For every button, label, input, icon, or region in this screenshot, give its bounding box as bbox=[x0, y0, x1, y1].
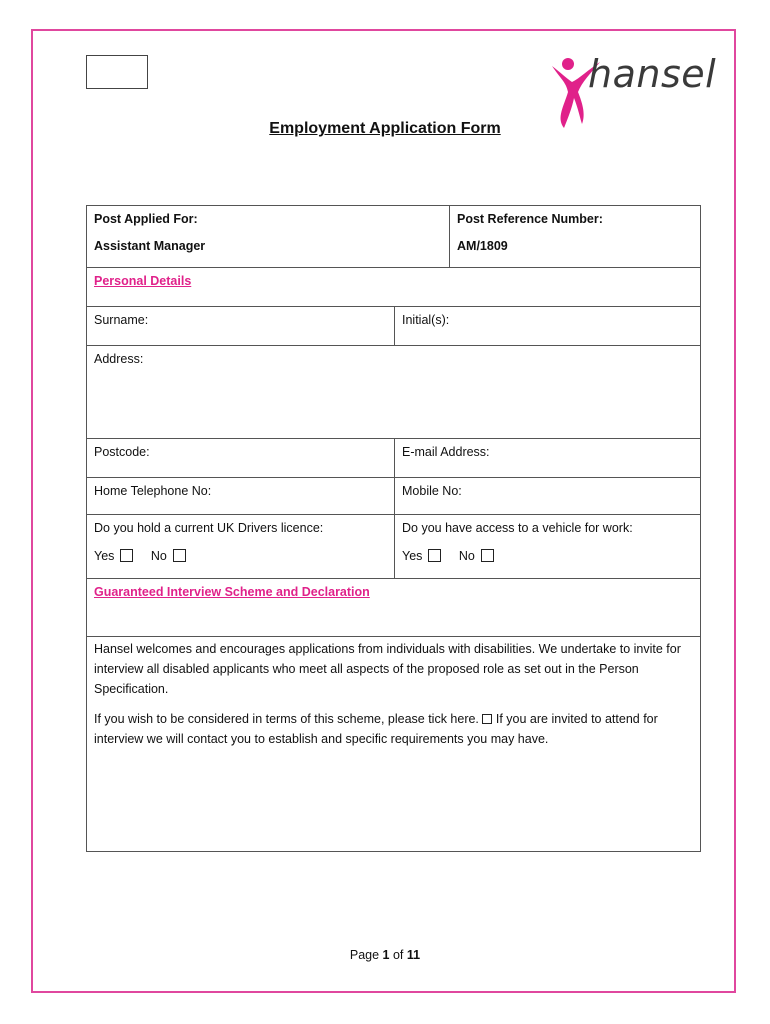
application-form bbox=[86, 205, 701, 852]
address-field[interactable] bbox=[87, 346, 700, 438]
page-number bbox=[0, 948, 770, 962]
postcode-field[interactable] bbox=[87, 439, 394, 477]
surname-row bbox=[86, 307, 701, 346]
logo-wordmark: hansel bbox=[588, 52, 717, 96]
page-title: Employment Application Form bbox=[269, 120, 501, 137]
mobile-label: Mobile No: bbox=[402, 484, 462, 498]
vehicle-no-label: No bbox=[458, 549, 475, 563]
mobile-field[interactable] bbox=[394, 478, 700, 514]
email-label: E-mail Address: bbox=[402, 445, 490, 459]
post-applied-value: Assistant Manager bbox=[94, 239, 206, 253]
surname-field[interactable] bbox=[87, 307, 394, 345]
email-field[interactable] bbox=[394, 439, 700, 477]
personal-details-heading: Personal Details bbox=[94, 274, 192, 288]
postcode-label: Postcode: bbox=[94, 445, 150, 459]
surname-label: Surname: bbox=[94, 313, 149, 327]
licence-no-label: No bbox=[150, 549, 167, 563]
licence-question: Do you hold a current UK Drivers licence: bbox=[94, 521, 324, 535]
vehicle-question: Do you have access to a vehicle for work: bbox=[402, 521, 633, 535]
licence-no-checkbox[interactable] bbox=[173, 549, 186, 562]
hansel-logo bbox=[546, 52, 721, 130]
personal-heading-row bbox=[86, 268, 701, 307]
gis-body bbox=[87, 637, 700, 851]
of-word: of bbox=[392, 948, 404, 962]
reference-box bbox=[86, 55, 148, 89]
gis-contact-note: If you are invited to attend for interview we will contact you to establish and specific requirements you may have. bbox=[94, 712, 658, 746]
gis-body-row bbox=[86, 637, 701, 852]
gis-heading-row bbox=[86, 579, 701, 637]
home-tel-field[interactable] bbox=[87, 478, 394, 514]
licence-cell bbox=[87, 515, 394, 578]
gis-tick-instruction: If you wish to be considered in terms of this scheme, please tick here. bbox=[94, 712, 479, 726]
vehicle-cell bbox=[394, 515, 700, 578]
vehicle-no-checkbox[interactable] bbox=[481, 549, 494, 562]
initials-field[interactable] bbox=[394, 307, 700, 345]
address-label: Address: bbox=[94, 352, 144, 366]
post-row bbox=[86, 205, 701, 268]
post-applied-label: Post Applied For: bbox=[94, 212, 198, 226]
address-row bbox=[86, 346, 701, 439]
vehicle-yes-checkbox[interactable] bbox=[428, 549, 441, 562]
vehicle-yes-label: Yes bbox=[402, 549, 423, 563]
gis-paragraph-2 bbox=[94, 709, 693, 749]
telephone-row bbox=[86, 478, 701, 515]
gis-heading: Guaranteed Interview Scheme and Declaration bbox=[94, 585, 370, 599]
total-pages: 11 bbox=[406, 948, 421, 962]
post-ref-value: AM/1809 bbox=[457, 239, 508, 253]
gis-paragraph-1: Hansel welcomes and encourages applications from individuals with disabilities. We undertake to invite for interview all disabled applicants who meet all aspects of the proposed role as set out in the Person Specification. bbox=[94, 642, 681, 696]
postcode-row bbox=[86, 439, 701, 478]
current-page: 1 bbox=[382, 948, 390, 962]
post-ref-cell[interactable] bbox=[449, 206, 700, 267]
licence-yes-label: Yes bbox=[94, 549, 115, 563]
home-tel-label: Home Telephone No: bbox=[94, 484, 212, 498]
initials-label: Initial(s): bbox=[402, 313, 450, 327]
page-word: Page bbox=[349, 948, 380, 962]
post-applied-cell[interactable] bbox=[87, 206, 449, 267]
gis-tick-checkbox[interactable] bbox=[482, 714, 492, 724]
post-ref-label: Post Reference Number: bbox=[457, 212, 603, 226]
driving-row bbox=[86, 515, 701, 579]
licence-yes-checkbox[interactable] bbox=[120, 549, 133, 562]
